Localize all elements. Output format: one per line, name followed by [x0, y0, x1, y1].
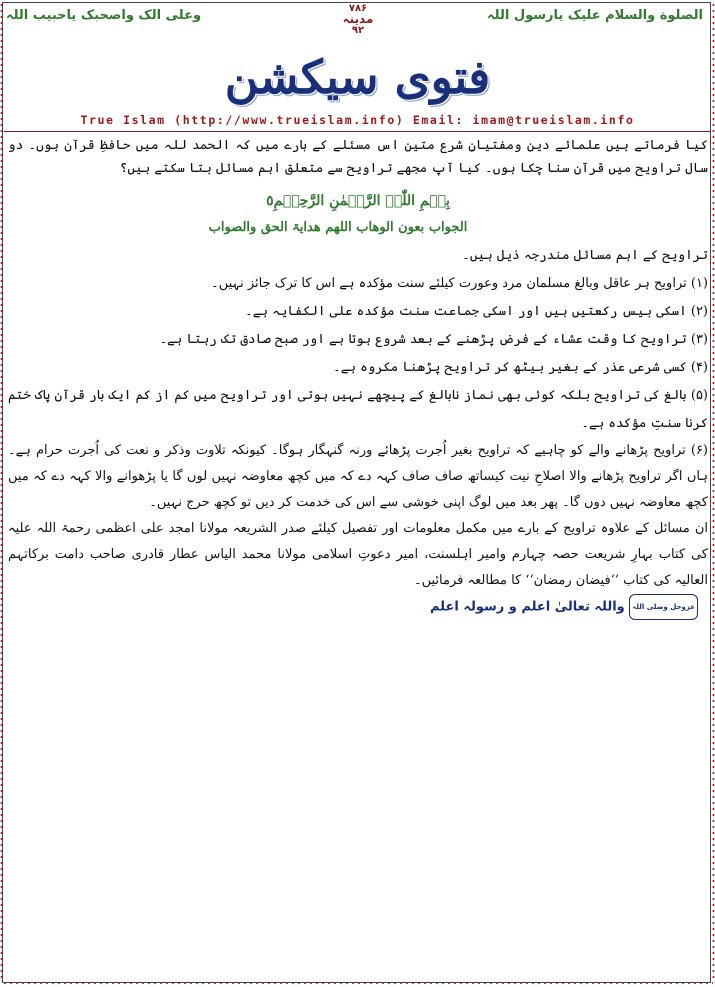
contact-line: True Islam (http://www.trueislam.info) Email: imam@trueislam.info	[80, 113, 635, 127]
answer-heading: الجواب بعون الوھاب اللھم ھدایۃ الحق والصواب	[208, 220, 468, 235]
conclusion-text: ان مسائل کے علاوہ تراویح کے بارے میں مکمل معلومات اور تفصیل کیلئے صدر الشریعہ مولانا امجد علی اعظمی رحمۃ اللہ علیہ کی کتاب بہارِ شریعت حصہ چہارم وامیر اہلسنت، امیر دعوتِ اسلامی مولانا محمد الیاس عطار قادری صاحب دامت برکاتہم العالیہ کی کتاب ’’فیضان رمضان‘‘ کا مطالعہ فرمائیں۔	[8, 521, 708, 588]
list-item: (۶) تراویح پڑھانے والے کو چاہیے کہ تراویح بغیر اُجرت پڑھائے ورنہ گنہگار ہوگا۔ کیونکہ تلاوت وذکر و نعت کی اُجرت حرام ہے۔ ہاں اگر تراویح پڑھانے والا اصلاحِ نیت کیساتھ صاف صاف کہہ دے کہ میں کچھ معاوضہ نہیں لوں گا یا پڑھوانے والا کہہ دے کہ میں کچھ معاوضہ نہیں دوں گا۔ پھر بعد میں لوگ اپنی خوشی سے اس کی خدمت کر دیں تو کچھ حرج نہیں۔	[8, 443, 708, 510]
header-salutation-left: وعلی الک واصحبک یاحبیب اللہ	[6, 8, 202, 23]
bismillah: بِسۡمِ اللّٰہِ الرَّحۡمٰنِ الرَّحِیۡمِ٥	[266, 193, 450, 209]
header-salutation-right: الصلوة والسلام علیک یارسول اللہ	[487, 8, 703, 23]
list-item: (۳) تراویح کا وقت عشاء کے فرض پڑھنے کے بعد شروع ہوتا ہے اور صبح صادق تک رہتا ہے۔	[159, 332, 708, 347]
header-separator	[4, 131, 711, 132]
page-number-bottom: ۹۲	[351, 25, 365, 36]
fatwa-body	[8, 134, 708, 620]
list-item: (۲) اسکی بیس رکعتیں ہیں اور اسکی جماعت سنت مؤکدہ علی الکفایہ ہے۔	[245, 304, 708, 319]
list-item: (۱) تراویح ہر عاقل وبالغ مسلمان مرد وعورت کیلئے سنت مؤکدہ ہے اس کا ترک جائز نہیں۔	[211, 276, 708, 291]
list-item: (۵) بالغ کی تراویح بلکہ کوئی بھی نماز نابالغ کے پیچھے نہیں ہوتی اور تراویح میں کم از کم ایک بار قرآن پاک ختم کرنا سنتِ مؤکدہ ہے۔	[8, 388, 708, 431]
seal-glyph: عزوجل وصلی اللہ	[629, 594, 698, 620]
page-number-top: ۷۸۶	[348, 3, 368, 14]
page-number-sub: مدینہ	[342, 12, 374, 26]
closing-formula	[8, 594, 700, 620]
list-item: (۴) کسی شرعی عذر کے بغیر بیٹھ کر تراویح پڑھنا مکروہ ہے۔	[333, 360, 708, 375]
page-number	[338, 3, 378, 36]
question-text: کیا فرماتے ہیں علمائے دین ومفتیانِ شرع متین اس مسئلے کے بارے میں کہ الحمد للہ میں حافظِ قرآن ہوں۔ دو سال تراویح میں قرآن سنا چکا ہوں۔ کیا آپ مجھے تراویح سے متعلق اہم مسائل بتا سکتے ہیں؟	[8, 138, 708, 176]
page-title: فتوی سیکشن	[224, 50, 491, 104]
closing-text: واللہ تعالیٰ اعلم و رسولہ اعلم	[429, 599, 625, 615]
answer-intro: تراویح کے اہم مسائل مندرجہ ذیل ہیں۔	[462, 248, 708, 263]
